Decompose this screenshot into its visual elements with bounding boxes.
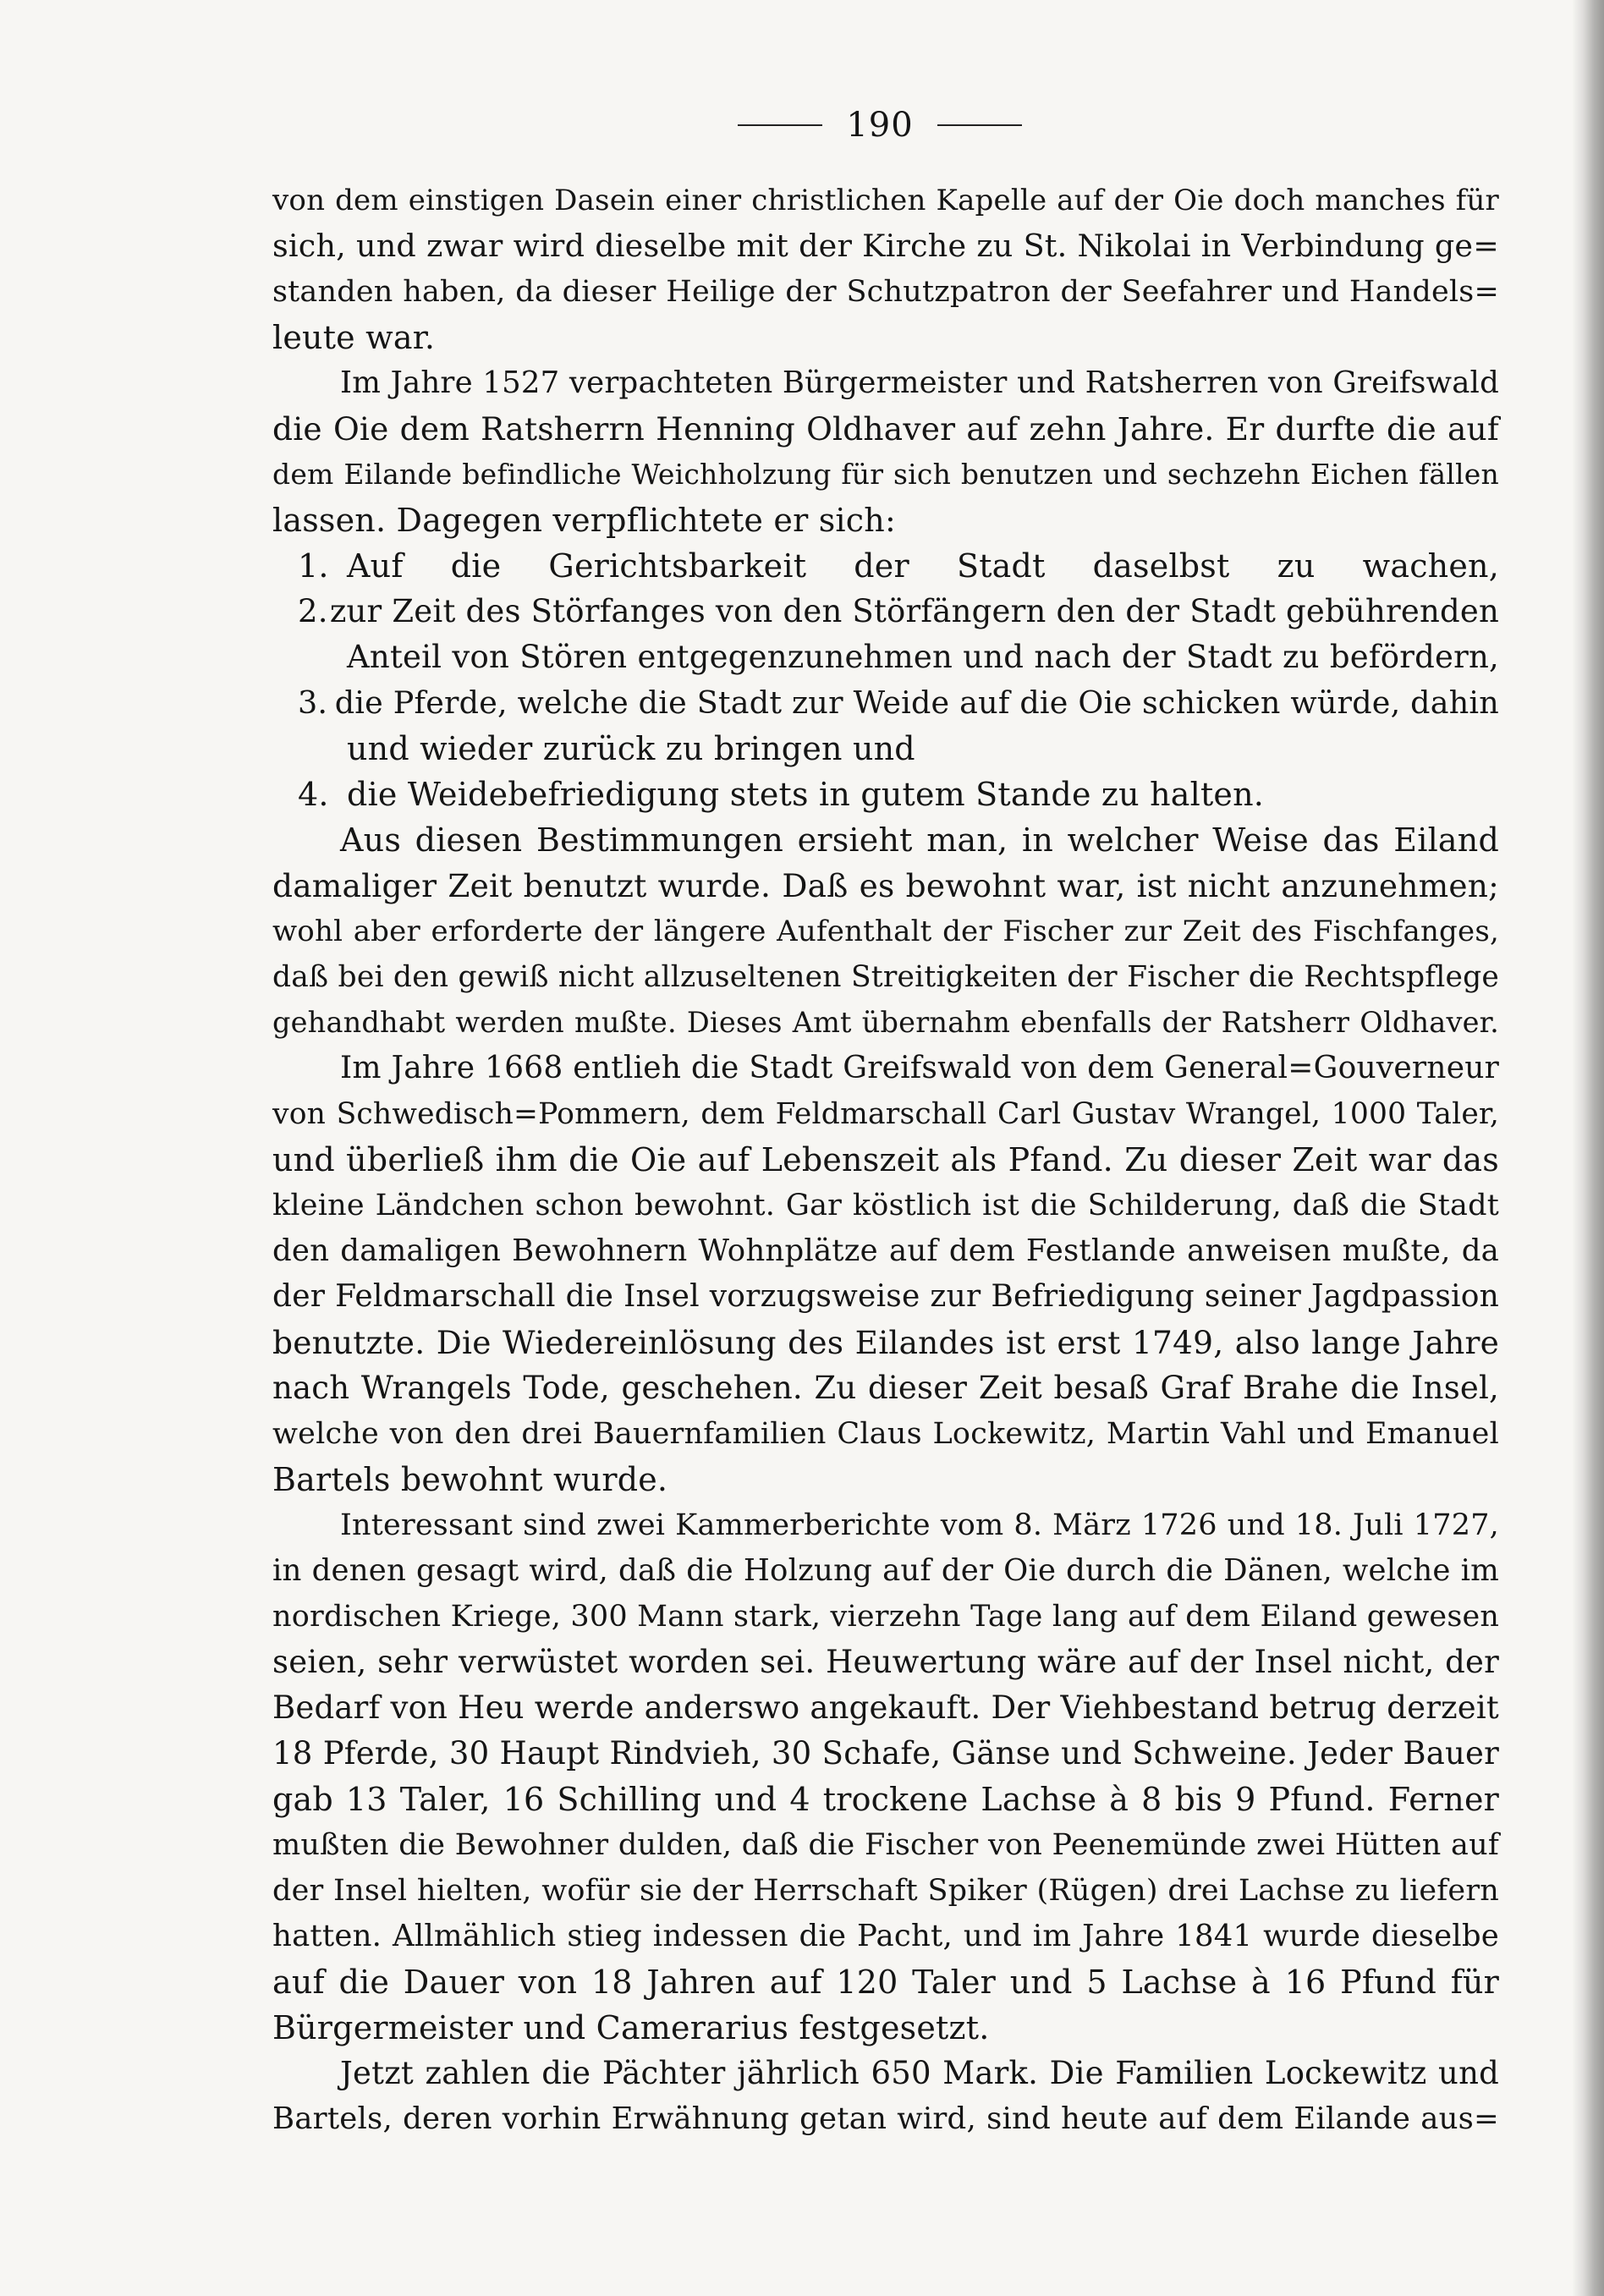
text-line-content: die Pferde, welche die Stadt zur Weide auf die Oie schicken würde, dahin	[334, 684, 1499, 721]
text-line-content: Im Jahre 1668 entlieh die Stadt Greifswald von dem General=Gouverneur	[340, 1051, 1499, 1085]
text-line-content: dem Eilande befindliche Weichholzung für sich benutzen und sechzehn Eichen fällen	[272, 458, 1499, 491]
text-line	[272, 269, 1499, 315]
text-line-content: Bedarf von Heu werde anderswo angekauft. Der Viehbestand betrug derzeit	[272, 1689, 1499, 1726]
text-line	[272, 634, 1499, 680]
text-line-content: Auf die Gerichtsbarkeit der Stadt daselbst zu wachen,	[347, 547, 1499, 585]
text-line	[272, 726, 1499, 772]
text-line	[272, 1274, 1499, 1320]
text-line	[272, 1822, 1499, 1868]
text-line-content: gehandhabt werden mußte. Dieses Amt übernahm ebenfalls der Ratsherr Oldhaver.	[272, 1006, 1499, 1039]
page-header	[728, 100, 1032, 151]
binding-shadow	[1572, 0, 1604, 2296]
text-line-content: standen haben, da dieser Heilige der Schutzpatron der Seefahrer und Handels=	[272, 275, 1499, 309]
text-line	[272, 406, 1499, 452]
text-line	[272, 223, 1499, 269]
text-line-content: und wieder zurück zu bringen und	[347, 730, 915, 767]
list-item-number: 2.	[298, 593, 328, 629]
list-item-number: 3.	[298, 684, 328, 721]
text-line-content: auf die Dauer von 18 Jahren auf 120 Taler und 5 Lachse à 16 Pfund für	[272, 1964, 1499, 2001]
header-rule-left	[738, 124, 822, 126]
text-line-content: mußten die Bewohner dulden, daß die Fischer von Peenemünde zwei Hütten auf	[272, 1828, 1499, 1862]
text-line	[272, 1320, 1499, 1365]
list-item-number: 1.	[298, 547, 329, 585]
text-line-content: kleine Ländchen schon bewohnt. Gar köstlich ist die Schilderung, daß die Stadt	[272, 1189, 1499, 1222]
text-line	[272, 589, 1499, 634]
text-line	[272, 1228, 1499, 1274]
text-line	[272, 1685, 1499, 1731]
text-line-content: Anteil von Stören entgegenzunehmen und nach der Stadt zu befördern,	[347, 639, 1499, 675]
text-line-content: nach Wrangels Tode, geschehen. Zu dieser Zeit besaß Graf Brahe die Insel,	[272, 1370, 1499, 1406]
text-line-content: gab 13 Taler, 16 Schilling und 4 trockene Lachse à 8 bis 9 Pfund. Ferner	[272, 1781, 1499, 1818]
text-line	[272, 1868, 1499, 1914]
text-line	[272, 1548, 1499, 1594]
text-line	[272, 360, 1499, 406]
text-line-content: hatten. Allmählich stieg indessen die Pacht, und im Jahre 1841 wurde dieselbe	[272, 1919, 1499, 1953]
header-rule-right	[937, 124, 1022, 126]
text-line	[272, 817, 1499, 863]
text-line	[272, 1640, 1499, 1685]
text-line-content: der Insel hielten, wofür sie der Herrschaft Spiker (Rügen) drei Lachse zu liefern	[272, 1874, 1499, 1908]
text-line-content: die Oie dem Ratsherrn Henning Oldhaver auf zehn Jahre. Er durfte die auf	[272, 410, 1499, 448]
text-line-content: zur Zeit des Störfanges von den Störfängern den der Stadt gebührenden	[329, 593, 1499, 629]
text-line-content: die Weidebefriedigung stets in gutem Stande zu halten.	[347, 776, 1265, 813]
text-line	[272, 1777, 1499, 1822]
text-line	[272, 1046, 1499, 1091]
text-line-content: Jetzt zahlen die Pächter jährlich 650 Mark. Die Familien Lockewitz und	[340, 2055, 1499, 2091]
text-line	[272, 315, 1499, 360]
text-line	[272, 2051, 1499, 2096]
text-line-content: in denen gesagt wird, daß die Holzung auf der Oie durch die Dänen, welche im	[272, 1553, 1499, 1588]
text-line-content: von dem einstigen Dasein einer christlichen Kapelle auf der Oie doch manches für	[272, 184, 1499, 217]
text-line	[272, 1365, 1499, 1411]
text-line-content: den damaligen Bewohnern Wohnplätze auf dem Festlande anweisen mußte, da	[272, 1233, 1499, 1268]
text-line	[272, 1411, 1499, 1457]
text-line-content: Bartels, deren vorhin Erwähnung getan wird, sind heute auf dem Eilande aus=	[272, 2101, 1499, 2136]
text-line	[272, 543, 1499, 589]
text-line-content: 18 Pferde, 30 Haupt Rindvieh, 30 Schafe, Gänse und Schweine. Jeder Bauer	[272, 1735, 1499, 1771]
text-line-content: und überließ ihm die Oie auf Lebenszeit als Pfand. Zu dieser Zeit war das	[272, 1141, 1499, 1178]
text-line	[272, 1502, 1499, 1548]
text-line	[272, 909, 1499, 954]
text-line	[272, 2096, 1499, 2142]
text-line-content: lassen. Dagegen verpflichtete er sich:	[272, 502, 896, 539]
list-item-number: 4.	[298, 776, 329, 813]
text-line-content: Bartels bewohnt wurde.	[272, 1461, 668, 1498]
text-line	[272, 1959, 1499, 2005]
text-line	[272, 1000, 1499, 1046]
text-line-content: Im Jahre 1527 verpachteten Bürgermeister und Ratsherren von Greifswald	[340, 365, 1500, 400]
text-line-content: damaliger Zeit benutzt wurde. Daß es bewohnt war, ist nicht anzunehmen;	[272, 867, 1499, 904]
text-line-content: welche von den drei Bauernfamilien Claus Lockewitz, Martin Vahl und Emanuel	[272, 1417, 1499, 1451]
text-line-content: leute war.	[272, 319, 436, 356]
text-line	[272, 1137, 1499, 1183]
text-line	[272, 772, 1499, 817]
text-line-content: Aus diesen Bestimmungen ersieht man, in welcher Weise das Eiland	[340, 821, 1499, 859]
text-line-content: nordischen Kriege, 300 Mann stark, vierzehn Tage lang auf dem Eiland gewesen	[272, 1600, 1500, 1634]
text-line	[272, 1914, 1499, 1959]
text-line	[272, 452, 1499, 497]
text-line	[272, 178, 1499, 223]
text-line	[272, 954, 1499, 1000]
text-line-content: Interessant sind zwei Kammerberichte vom 8. März 1726 und 18. Juli 1727,	[340, 1508, 1499, 1542]
text-line-content: benutzte. Die Wiedereinlösung des Eilandes ist erst 1749, also lange Jahre	[272, 1324, 1499, 1361]
text-line-content: wohl aber erforderte der längere Aufenthalt der Fischer zur Zeit des Fischfanges,	[272, 915, 1499, 948]
text-line-content: sich, und zwar wird dieselbe mit der Kirche zu St. Nikolai in Verbindung ge=	[272, 228, 1499, 264]
text-line	[272, 1091, 1499, 1137]
text-line	[272, 863, 1499, 909]
text-line	[272, 680, 1499, 726]
text-line-content: Bürgermeister und Camerarius festgesetzt.	[272, 2009, 990, 2046]
body-text	[272, 178, 1499, 2142]
text-line	[272, 1731, 1499, 1777]
text-line-content: seien, sehr verwüstet worden sei. Heuwertung wäre auf der Insel nicht, der	[272, 1644, 1499, 1680]
text-line-content: der Feldmarschall die Insel vorzugsweise zur Befriedigung seiner Jagdpassion	[272, 1279, 1499, 1314]
text-line	[272, 2005, 1499, 2051]
text-line	[272, 1183, 1499, 1228]
text-line	[272, 1457, 1499, 1502]
text-line-content: von Schwedisch=Pommern, dem Feldmarschall Carl Gustav Wrangel, 1000 Taler,	[272, 1097, 1499, 1131]
page-number: 190	[846, 106, 914, 145]
text-line	[272, 1594, 1499, 1640]
text-line-content: daß bei den gewiß nicht allzuseltenen Streitigkeiten der Fischer die Rechtspflege	[272, 960, 1499, 994]
text-line	[272, 497, 1499, 543]
